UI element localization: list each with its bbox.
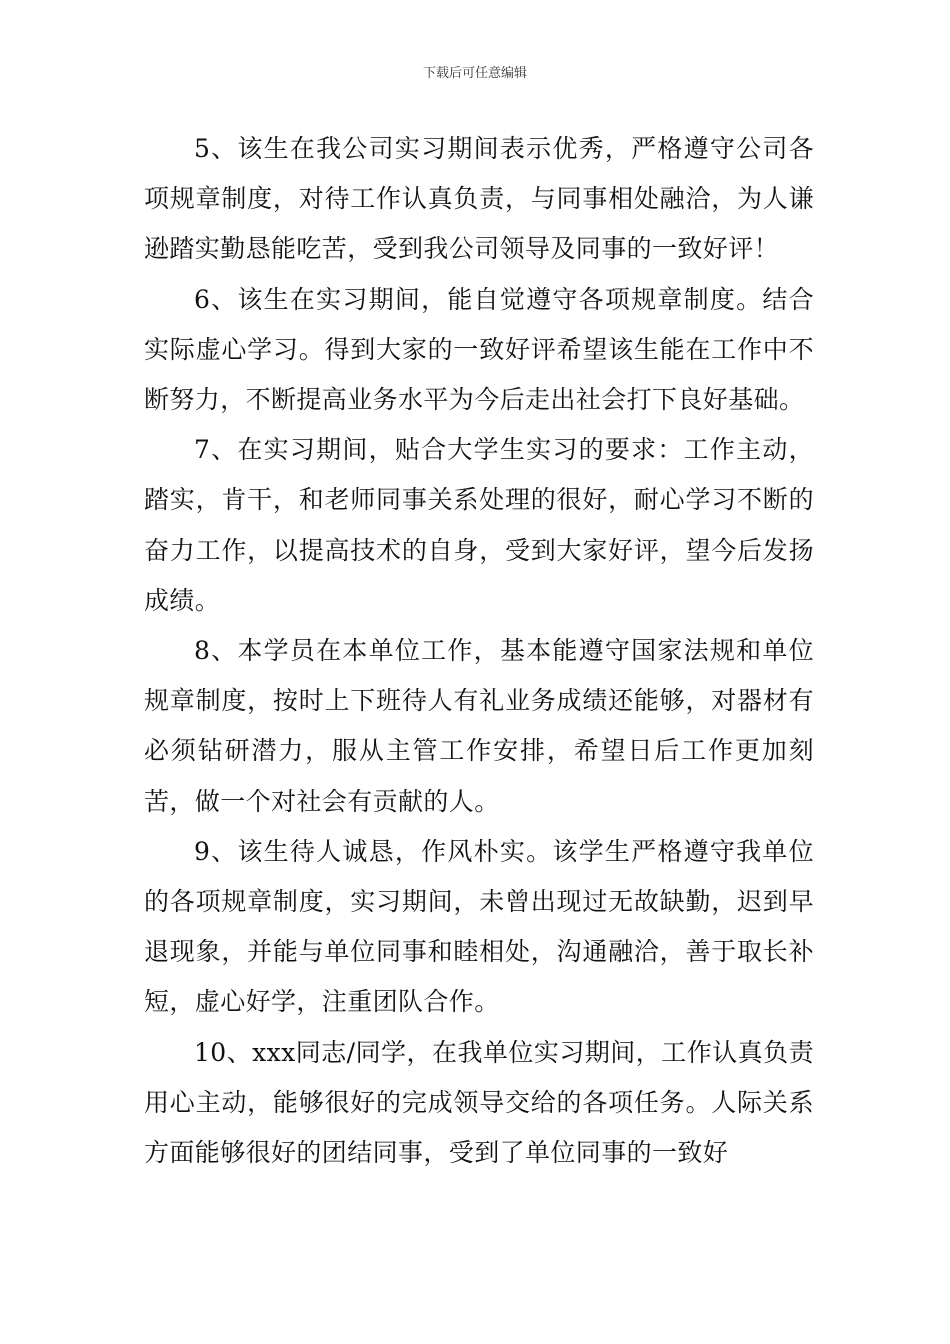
paragraph-9: 9、该生待人诚恳，作风朴实。该学生严格遵守我单位的各项规章制度，实习期间，未曾出现过无故缺勤，迟到早退现象，并能与单位同事和睦相处，沟通融洽，善于取长补短，虚心好学，注重团队合作。 bbox=[144, 836, 814, 1017]
document-body bbox=[144, 124, 814, 1178]
paragraph-10: 10、xxx同志/同学，在我单位实习期间，工作认真负责用心主动，能够很好的完成领导交给的各项任务。人际关系方面能够很好的团结同事，受到了单位同事的一致好 bbox=[144, 1037, 814, 1168]
paragraph-6: 6、该生在实习期间，能自觉遵守各项规章制度。结合实际虚心学习。得到大家的一致好评希望该生能在工作中不断努力，不断提高业务水平为今后走出社会打下良好基础。 bbox=[144, 284, 814, 415]
paragraph-5: 5、该生在我公司实习期间表示优秀，严格遵守公司各项规章制度，对待工作认真负责，与同事相处融洽，为人谦逊踏实勤恳能吃苦，受到我公司领导及同事的一致好评！ bbox=[144, 134, 814, 264]
page-header-note: 下载后可任意编辑 bbox=[422, 66, 527, 81]
paragraph-7: 7、在实习期间，贴合大学生实习的要求：工作主动，踏实，肯干，和老师同事关系处理的很好，耐心学习不断的奋力工作，以提高技术的自身，受到大家好评，望今后发扬成绩。 bbox=[144, 435, 814, 615]
paragraph-8: 8、本学员在本单位工作，基本能遵守国家法规和单位规章制度，按时上下班待人有礼业务成绩还能够，对器材有必须钻研潜力，服从主管工作安排，希望日后工作更加刻苦，做一个对社会有贡献的人。 bbox=[144, 636, 814, 816]
